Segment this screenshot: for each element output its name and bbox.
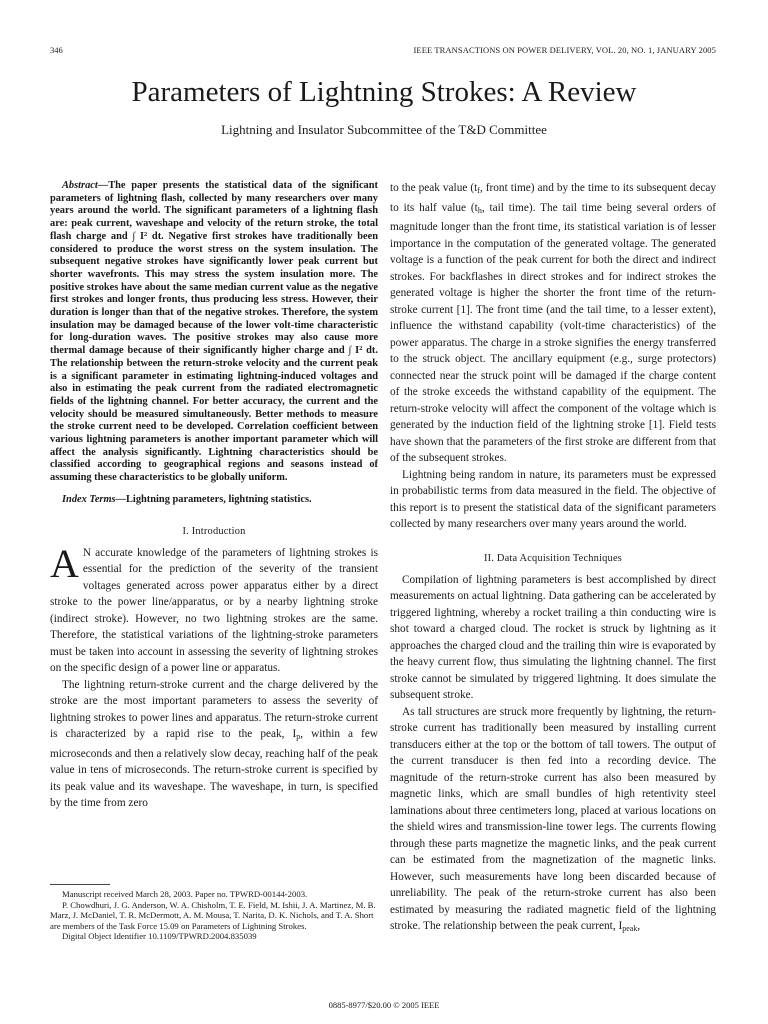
- data-acquisition-paragraph-2-text-b: ,: [637, 920, 641, 932]
- intro-paragraph-1-text: N accurate knowledge of the parameters of lightning strokes is essential for the prediction of the severity of the transient voltages generated across power apparatus either by a direct stroke to the power line/apparatus, or by a nearby lightning stroke (indirect stroke). However, no two lightning strokes are the same. Therefore, the statistical variations of the lightning-stroke parameters must be taken into account in assessing the severity of lightning strokes on the specific design of a power line or apparatus.: [50, 546, 378, 675]
- intro-paragraph-1: [50, 540, 378, 677]
- abstract-text-2: . Negative first strokes have traditionally been considered to produce the worst stress on the system insulation. The subsequent negative strokes have significantly lower peak current but shorter wavefronts. This may stress the system insulation more. The positive strokes have about the same median current value as the negative first strokes and longer fronts, thus producing less stress. However, their duration is longer than that of the negative strokes. Therefore, the system insulation may be damaged because of the lower volt-time characteristic for long-duration waves. The positive strokes may also cause more thermal damage because of their significantly higher charge and: [50, 230, 378, 357]
- copyright-footer: 0885-8977/$20.00 © 2005 IEEE: [328, 1000, 440, 1010]
- footnote-manuscript: Manuscript received March 28, 2003. Paper no. TPWRD-00144-2003.: [62, 889, 308, 899]
- subscript-p: p: [296, 732, 301, 742]
- right-paragraph-1: [390, 180, 716, 467]
- data-acquisition-paragraph-2: [390, 704, 716, 938]
- right-column: [390, 180, 716, 938]
- running-header: IEEE TRANSACTIONS ON POWER DELIVERY, VOL. 20, NO. 1, JANUARY 2005: [413, 45, 716, 55]
- subscript-peak: peak: [622, 924, 638, 933]
- footnote: [50, 884, 378, 942]
- subscript-f: f: [477, 186, 480, 195]
- right-paragraph-1-text-a: to the peak value (t: [390, 182, 478, 194]
- left-column: [50, 180, 378, 812]
- paper-authors: Lightning and Insulator Subcommittee of the T&D Committee: [221, 122, 547, 137]
- data-acquisition-paragraph-2-text-a: As tall structures are struck more frequently by lightning, the return-stroke current has traditionally been measured by installing current transducers either at the top or the bottom of tall towers. The output of the current transducer is then fed into a recording device. The magnitude of the return-stroke current has also been measured by magnetic links, which are small bundles of high retentivity steel laminations about three centimeters long, placed at various locations on the shield wires and transmission-line tower legs. The currents flowing through these parts magnetize the magnetic links, and the peak current can be estimated from the magnetization of the magnetic links. However, such measurements have long been discarded because of unreliability. The peak of the return-stroke current has also been estimated by measuring the radiated magnetic field of the lightning stroke. The relationship between the peak current, I: [390, 705, 716, 932]
- intro-paragraph-2: [50, 677, 378, 812]
- subscript-h: h: [477, 205, 482, 215]
- footnote-rule: [50, 884, 110, 885]
- page-number: 346: [50, 45, 63, 55]
- index-terms: [50, 493, 378, 506]
- index-terms-text: Lightning parameters, lightning statistics.: [126, 493, 312, 505]
- section-heading-data-acquisition: II. Data Acquisition Techniques: [483, 552, 623, 564]
- intro-paragraph-2-text-a: The lightning return-stroke current and the charge delivered by the stroke are the most important parameters to assess the severity of lightning strokes to power lines and apparatus. The return-stroke current is characterized by a rapid rise to the peak, I: [50, 678, 378, 741]
- section-heading-introduction: I. Introduction: [182, 525, 246, 537]
- footnote-members: P. Chowdhuri, J. G. Anderson, W. A. Chisholm, T. E. Field, M. Ishii, J. A. Martinez, M. B. Marz, J. McDaniel, T. R. McDermott, A. M. Mousa, T. Narita, D. K. Nichols, and T. A. Short are members of the Task Force 15.09 on Parameters of Lightning Strokes.: [50, 899, 376, 931]
- footnote-doi: Digital Object Identifier 10.1109/TPWRD.2004.835039: [62, 931, 257, 942]
- data-acquisition-paragraph-1: Compilation of lightning parameters is best accomplished by direct measurements on actual lightning. Data gathering can be accelerated by triggered lightning, whereby a rocket trailing a thin conducting wire is shot toward a charged cloud. The rocket is struck by lightning as it approaches the charged cloud and the trailing thin wire is evaporated by the heavy current flow, thus simulating the lightning channel. The first stroke cannot be simulated by triggered lightning. It does simulate the subsequent stroke.: [390, 573, 716, 701]
- right-paragraph-1-text-b: , front time) and by the time to its subsequent decay to its half value (t: [390, 182, 717, 214]
- drop-cap: A: [50, 540, 79, 586]
- right-paragraph-2: Lightning being random in nature, its parameters must be expressed in probabilistic terms from data measured in the field. The objective of this report is to present the statistical data of the significant parameters collected by many researchers over many years around the world.: [390, 468, 716, 530]
- paper-title: Parameters of Lightning Strokes: A Review: [131, 76, 637, 108]
- abstract-text-1: The paper presents the statistical data of the significant parameters of lightning flash, collected by many researchers over many years around the world. The significant parameters of a lightning flash are: peak current, waveshape and velocity of the return stroke, the total flash charge and: [50, 180, 378, 242]
- integral-formula-2: ∫ I² dt: [348, 345, 376, 357]
- abstract: [50, 180, 378, 485]
- abstract-label: Abstract—: [62, 180, 109, 191]
- abstract-text-3: . The relationship between the return-stroke velocity and the current peak is a significant parameter in estimating lightning-induced voltages and also in estimating the peak current from the radiated electromagnetic fields of the lightning channel. For better accuracy, the current and the velocity should be measured simultaneously. Better methods to measure the stroke current need to be developed. Correlation coefficient between various lightning parameters is another important parameter which will affect the analysis significantly. Lightning characteristics should be classified according to geographical regions and seasons instead of assuming these characteristics to be globally uniform.: [50, 345, 378, 484]
- index-terms-label: Index Terms—: [62, 493, 126, 505]
- right-paragraph-1-text-c: , tail time). The tail time being several orders of magnitude longer than the front time, its statistical variation is of lesser importance in the computation of the generated voltage. The generated voltage is a function of the peak current for both the direct and indirect strokes. For backflashes in direct strokes and for indirect strokes the generated voltage is higher the shorter the front time of the return-stroke current [1]. The front time (and the tail time, to a lesser extent), influence the withstand capability (volt-time characteristics) of the power apparatus. The charge in a stroke signifies the energy transferred to the struck object. The ancillary equipment (e.g., surge protectors) connected near the struck point will be damaged if the charge content of the stroke exceeds the withstand capability of the equipment. The return-stroke velocity will affect the component of the voltage which is generated by the induction field of the lightning stroke [1]. Field tests have shown that the parameters of the first stroke are different from that of the subsequent strokes.: [390, 201, 717, 464]
- intro-paragraph-2-text-b: , within a few microseconds and then a relatively slow decay, reaching half of the peak value in tens of microseconds. The return-stroke current is specified by its peak value and its waveshape. The waveshape, in turn, is specified by the time from zero: [50, 728, 378, 810]
- integral-formula-1: ∫ I² dt: [132, 230, 162, 242]
